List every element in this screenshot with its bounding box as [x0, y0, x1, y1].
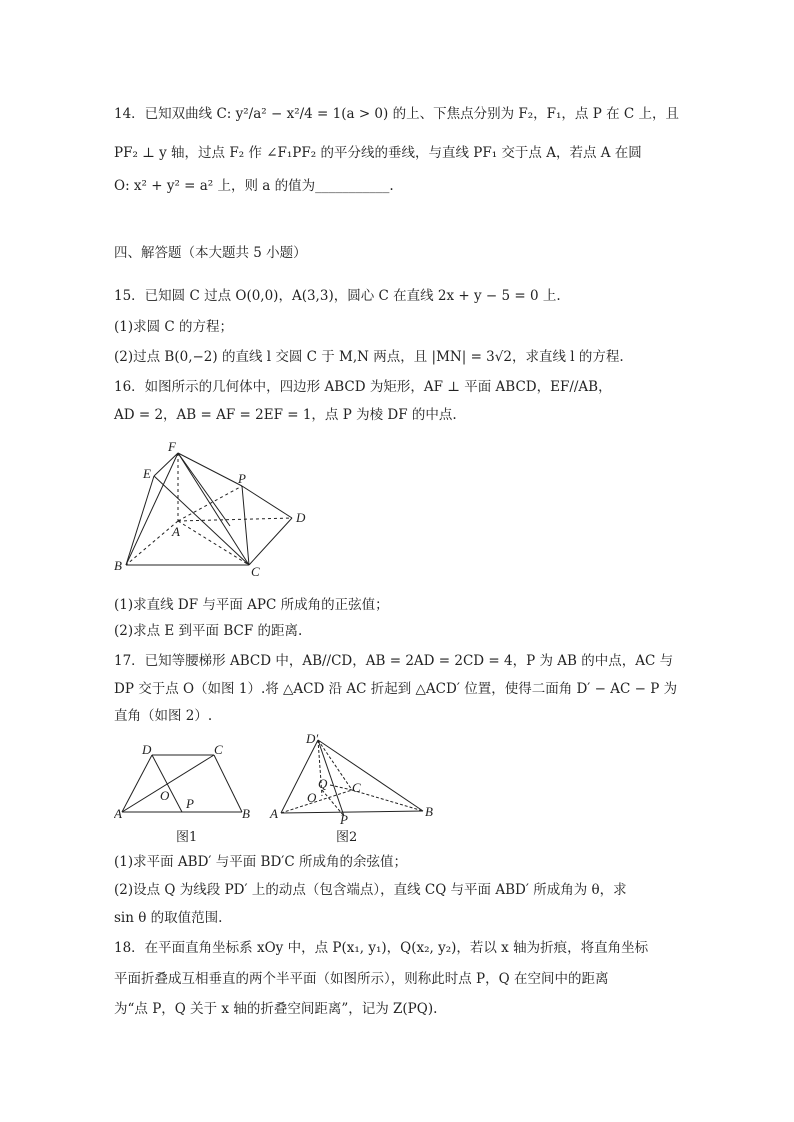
label-a: A [172, 524, 180, 539]
q14-line-2: PF₂ ⊥ y 轴，过点 F₂ 作 ∠F₁PF₂ 的平分线的垂线，与直线 PF₁ 交于点 A，若点 A 在圆 [114, 145, 642, 161]
fig2-label-q: Q [318, 776, 328, 791]
q16-line-1: 16．如图所示的几何体中，四边形 ABCD 为矩形，AF ⊥ 平面 ABCD，EF//AB， [114, 379, 612, 395]
q18-line-2: 平面折叠成互相垂直的两个半平面（如图所示），则称此时点 P，Q 在空间中的距离 [114, 971, 609, 987]
label-c: C [251, 564, 260, 579]
q17-line-2: DP 交于点 O（如图 1）.将 △ACD 沿 AC 折起到 △ACD′ 位置，使得二面角 D′ − AC − P 为 [114, 681, 678, 697]
q16-sub-2: (2)求点 E 到平面 BCF 的距离. [114, 623, 303, 639]
q18-line-1: 18．在平面直角坐标系 xOy 中，点 P(x₁, y₁)，Q(x₂, y₂)，若以 x 轴为折痕，将直角坐标 [114, 940, 649, 956]
fig2-label-o: O [307, 790, 317, 805]
fig1-caption: 图1 [176, 830, 198, 845]
q17-sub-2a: (2)设点 Q 为线段 PD′ 上的动点（包含端点），直线 CQ 与平面 ABD′ 所成角为 θ，求 [114, 882, 627, 898]
label-p: P [238, 471, 246, 486]
label-e: E [143, 466, 151, 481]
fig2-label-p: P [340, 812, 348, 825]
q17-figure-1 [114, 740, 264, 822]
section-heading: 四、解答题（本大题共 5 小题） [114, 245, 307, 261]
q17-line-1: 17．已知等腰梯形 ABCD 中，AB//CD，AB = 2AD = 2CD = 4，P 为 AB 的中点，AC 与 [114, 653, 674, 669]
fig1-label-d: D [142, 742, 152, 757]
fig1-label-b: B [242, 806, 250, 821]
q18-line-3: 为“点 P，Q 关于 x 轴的折叠空间距离”，记为 Z(PQ). [114, 1001, 438, 1017]
fig1-label-c: C [214, 742, 223, 757]
q14-line-3: O: x² + y² = a² 上，则 a 的值为___________. [114, 178, 394, 194]
fig1-label-a: A [114, 806, 122, 821]
q17-line-3: 直角（如图 2）. [114, 708, 213, 724]
label-f: F [168, 439, 176, 454]
label-b: B [114, 558, 122, 573]
fig1-label-p: P [186, 796, 194, 811]
q16-sub-1: (1)求直线 DF 与平面 APC 所成角的正弦值； [114, 597, 389, 613]
q14-line-1: 14．已知双曲线 C: y²/a² − x²/4 = 1(a > 0) 的上、下焦点分别为 F₂，F₁，点 P 在 C 上，且 [114, 106, 680, 122]
fig2-caption: 图2 [336, 830, 358, 845]
fig2-label-c: C [352, 780, 361, 795]
q15-line-1: 15．已知圆 C 过点 O(0,0)，A(3,3)，圆心 C 在直线 2x + y − 5 = 0 上. [114, 288, 561, 304]
q17-figure-2 [268, 730, 438, 825]
fig2-label-b: B [425, 804, 433, 819]
q17-sub-2b: sin θ 的取值范围. [114, 910, 223, 926]
q16-solid-figure [112, 438, 312, 580]
q15-line-2: (1)求圆 C 的方程； [114, 319, 234, 335]
q17-sub-1: (1)求平面 ABD′ 与平面 BD′C 所成角的余弦值； [114, 854, 407, 870]
q15-line-3: (2)过点 B(0,−2) 的直线 l 交圆 C 于 M,N 两点，且 |MN| = 3√2，求直线 l 的方程. [114, 349, 624, 365]
q16-line-2: AD = 2，AB = AF = 2EF = 1，点 P 为棱 DF 的中点. [114, 407, 457, 423]
label-d: D [296, 510, 306, 525]
fig2-label-d-prime: D′ [306, 731, 319, 746]
fig1-label-o: O [160, 788, 170, 803]
fig2-label-a: A [270, 806, 278, 821]
